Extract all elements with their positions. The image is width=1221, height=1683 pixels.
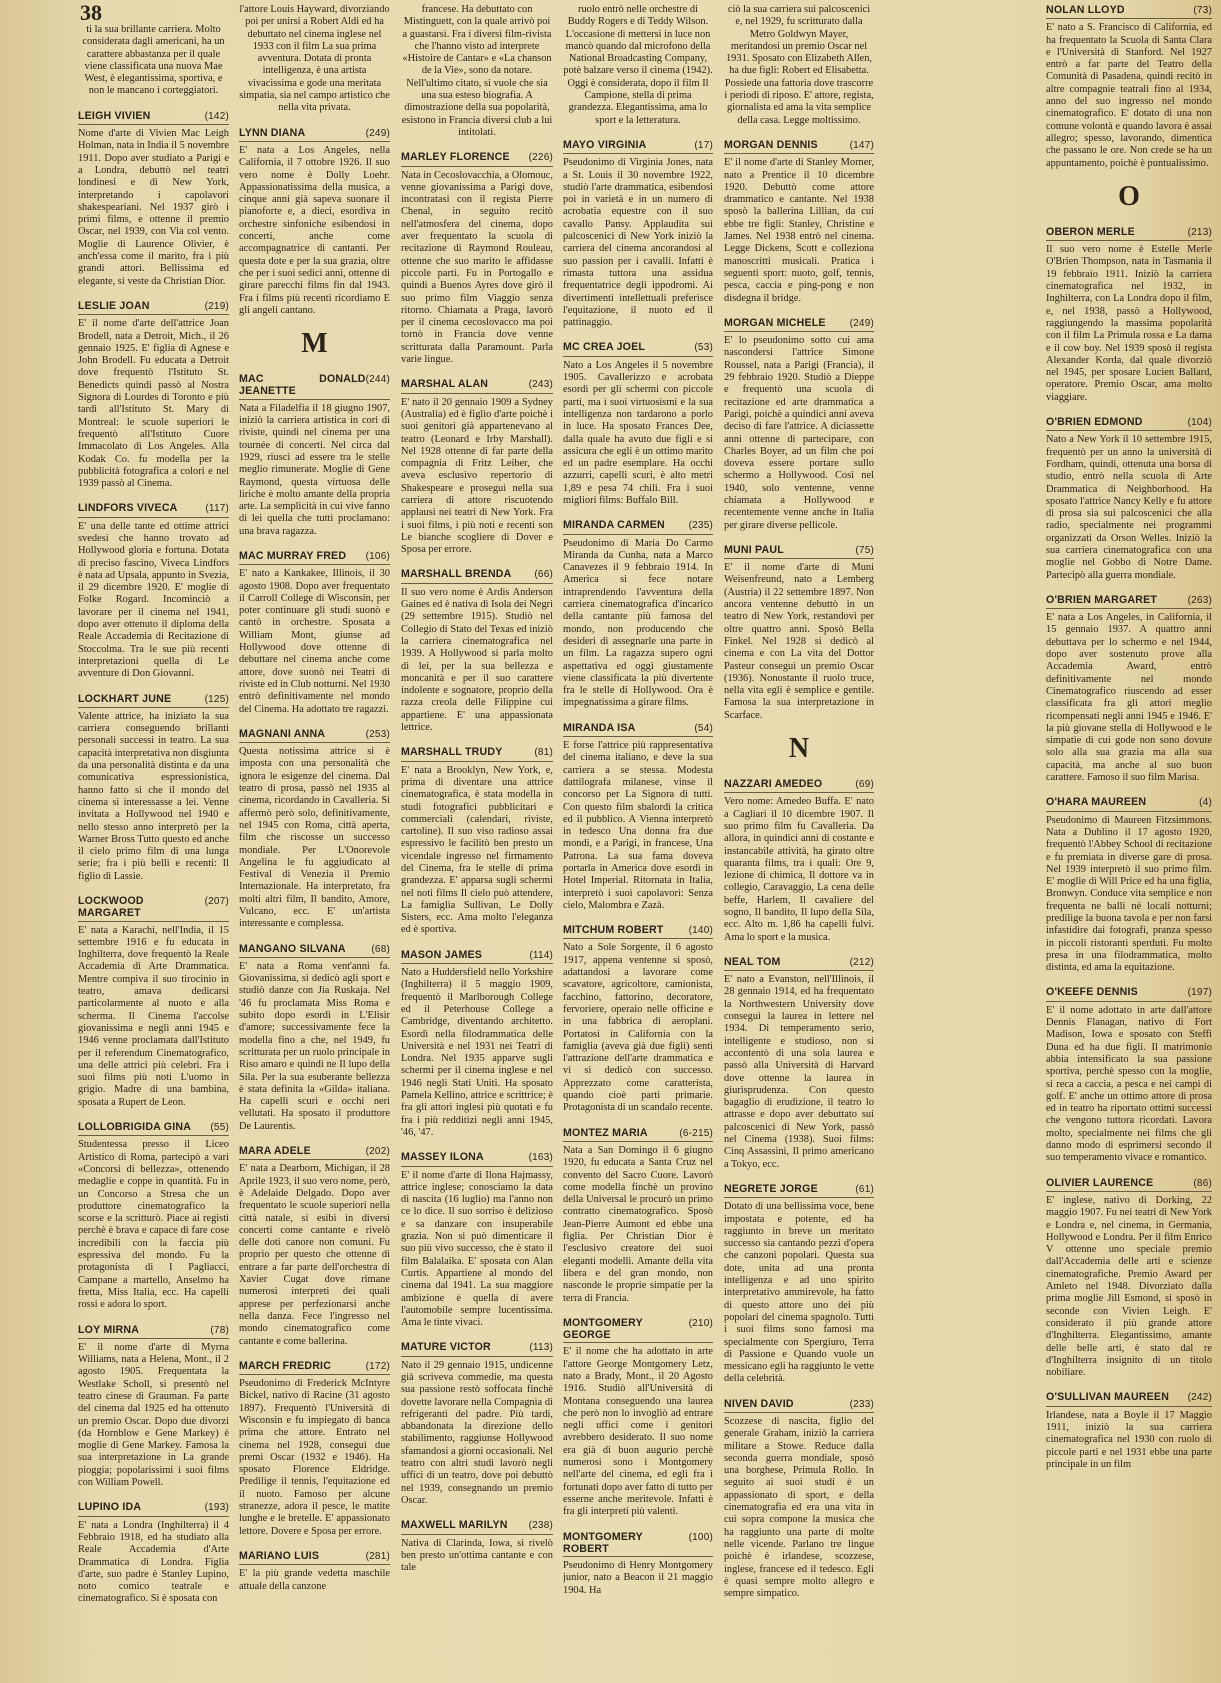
entry-text: Pseudonimo di Henry Montgomery junior, nato a Beacon il 21 maggio 1904. Ha [563, 1560, 713, 1596]
entry-name: MUNI PAUL [724, 543, 784, 556]
entry-neal-tom [724, 956, 874, 1171]
entry-name: O'BRIEN EDMOND [1046, 416, 1143, 429]
entry-name: LEIGH VIVIEN [78, 109, 151, 122]
entry-text: E' il nome d'arte di Myrna Williams, nata a Helena, Mont., il 2 agosto 1905. Frequentata la Westlake Scholl, si presentò nel teatro cinese di Grauman. Fa parte del cinema dal 1925 ed ha ottenuto un premio Oscar. Dopo due divorzi (da Hornblow e Gene Markey) è moglie di Gene Markey. Famosa la sua interpretazione in La grande pioggia; popolarissimi i suoi films con William Powell. [78, 1341, 229, 1489]
entry-mayo-virginia [563, 139, 713, 329]
entry-text: E' nata a Los Angeles, in California, il 15 gennaio 1937. A quattro anni debuttava per lo schermo e nel 1944, dopo aver sostenuto prove alla Accademia Award, entrò definitivamente nel mondo Cinematografico riuscendo ad esser classificata fra gli attori meglio ricompensati negli anni 1945 e 1946. E' la più giovane stella di Hollywood e le simpatie di cui gode non sono dovute solo alla sua grazia ma alla sua capacità, ma anche al suo buon carattere. Famoso il suo film Marisa. [1046, 612, 1212, 784]
continued-text: ciò la sua carriera sui palcoscenici e, nel 1929, fu scritturato dalla Metro Goldwyn Mayer, meritandosi un premio Oscar nel 1931. Sposato con Elizabeth Allen, ha due figli: Robert ed Elisabetta. Possiede una fattoria dove trascorre i periodi di riposo. E' attore, regista, giornalista ed ama la vita semplice della casa. Legge moltissimo. [724, 4, 874, 126]
entry-lindfors-viveca [78, 502, 229, 680]
entry-mara-adele [239, 1145, 390, 1348]
entry-text: Irlandese, nata a Boyle il 17 Maggio 1911, iniziò la sua carriera cinematografica nel 1930 con ruolo di piccole parti e nel 1931 ebbe una parte principale in un film [1046, 1409, 1212, 1470]
column-2 [239, 4, 390, 1680]
entry-okeefe-dennis [1046, 986, 1212, 1164]
section-letter-m: M [301, 328, 328, 360]
entry-text: E' nato a Kankakee, Illinois, il 30 agosto 1908. Dopo aver frequentato il Carroll College di Wisconsin, per poter continuare gli studi suonò e cantò in orchestre. Sposata a William Mont, giunse ad Hollywood dove ottenne di debuttare nel cinema anche come attore, dove suonò nei Teatri di riviste ed in Club notturni. Nel 1930 entrò definitivamente nel mondo del Cinema. Ha adottato tre ragazzi. [239, 568, 390, 715]
entry-name: LYNN DIANA [239, 126, 306, 139]
entry-number: (207) [204, 896, 229, 907]
entry-name: MAXWELL MARILYN [401, 1519, 508, 1532]
page-number: 38 [80, 0, 102, 25]
entry-ohara-maureen [1046, 796, 1212, 974]
column-3 [401, 4, 553, 1680]
entry-name: MIRANDA ISA [563, 721, 636, 734]
entry-montgomery-george [563, 1317, 713, 1519]
entry-oberon-merle [1046, 226, 1212, 404]
entry-number: (140) [688, 925, 713, 937]
entry-name: MARLEY FLORENCE [401, 151, 510, 164]
entry-name: OLIVIER LAURENCE [1046, 1176, 1154, 1189]
entry-text: E' il nome adottato in arte dall'attore Dennis Flanagan, nativo di Fort Madison, Iowa e sposato con Steffi Duna ed ha due figli. Il matrimonio abbia intensificato la sua passione sportiva, perchè spesso con la moglie, si reca a caccia, a pesca e nei campi di golf. E' anche un ottimo attore di prosa ed in teatro ha riportato ottimi successi che vengono tuttora ricordati. Lavora molto, specialmente nei films che gli danno modo di esprimersi secondo il suo temperamento vivace e romantico. [1046, 1004, 1212, 1164]
entry-name: MASSEY ILONA [401, 1151, 484, 1164]
entry-text: Nato a Huddersfield nello Yorkshire (Inghilterra) il 5 maggio 1909, frequentò il Marlborough College ed il Peterhouse College a Cambridge, diventando architetto. Esordì nella filodrammatica delle Università e nel 1931 nei Teatri di Londra. Nel 1935 apparve sugli schermi per il cinema inglese e nel 1946 negli Stati Uniti. Ha sposato Pamela Kellino, attrice e scrittrice; è fra gli attori inglesi più quotati e fu fra i più redditizi negli anni 1945, '46, '47. [401, 967, 553, 1138]
entry-text: E' nata a Dearborn, Michigan, il 28 Aprile 1923, il suo vero nome, però, è Adelaide Delgado. Dopo aver frequentato le scuole superiori nella città natale, si esibì in diversi concerti come cantante e rivelò delle doti canore non comuni. Fu proprio per questo che ottenne di entrare a far parte dell'orchestra di Xavier Cugat dove rimane numerosi interpreti dei quali apprese per perfezionarsi anche nella danza. Fece l'ingresso nel mondo cinematografico come cantante e come ballerina. [239, 1163, 390, 1347]
entry-obrien-edmond [1046, 416, 1212, 582]
entry-mac-donald-jeanette [239, 373, 390, 538]
entry-mature-victor [401, 1341, 553, 1507]
entry-number: (238) [528, 1520, 553, 1532]
entry-marshall-brenda [401, 568, 553, 734]
entry-name: MAC MURRAY FRED [239, 549, 347, 562]
entry-name: LOCKWOOD MARGARET [78, 895, 144, 920]
entry-lynn-diana [239, 127, 390, 317]
entry-name: OBERON MERLE [1046, 225, 1135, 238]
entry-number: (68) [371, 943, 390, 955]
entry-number: (253) [365, 728, 390, 740]
entry-massey-ilona [401, 1151, 553, 1329]
entry-number: (69) [855, 779, 874, 791]
entry-number: (4) [1199, 797, 1212, 809]
entry-obrien-margaret [1046, 594, 1212, 784]
entry-name: MARSHALL BRENDA [401, 568, 512, 581]
entry-number: (193) [204, 1502, 229, 1514]
continued-text: francese. Ha debuttato con Mistinguett, con la quale arrivò poi a guastarsi. Fra i diversi film-rivista che l'hanno visto ad interprete «Histoire de Cantar» e «La chanson de la Vie», sono da notare. Nell'ultimo citato, si vuole che sia una sua esteso biografia. A dimostrazione della sua popolarità, esistono in Francia diversi club a lui intitolati. [401, 4, 553, 138]
entry-text: E' nata a Karachi, nell'India, il 15 settembre 1916 e fu educata in Inghilterra, dove frequentò la Reale Accademia di Arte Drammatica. Mentre compiva il suo tirocinio in teatro, amava dedicarsi particolarmente al nuoto e alla scherma. Il Cinema l'accolse giovanissima e negli anni 1945 e 1946 venne proclamata dall'Istituto per il referendum Cinematografico, una delle attrici più celebri. Fra i suoi films più noti L'uomo in grigio. Madre di una bambina, sposata a Rupert de Leon. [78, 924, 229, 1108]
entry-number: (61) [855, 1183, 874, 1195]
entry-lockwood-margaret [78, 895, 229, 1109]
column-1 [78, 4, 229, 1680]
entry-number: (219) [204, 300, 229, 312]
entry-number: (263) [1187, 594, 1212, 606]
column-6 [1046, 4, 1212, 1680]
entry-number: (73) [1193, 5, 1212, 16]
entry-lollobrigida-gina [78, 1121, 229, 1311]
entry-mariano-luis [239, 1550, 390, 1593]
entry-number: (235) [688, 520, 713, 532]
entry-text: Nato a New York il 10 settembre 1915, frequentò per un anno la università di Fordham, quindi, ottenuta una borsa di studio, entrò nella scuola di Arte Drammatica di Neighborhood. Ha sposato l'attrice Nancy Kelly e fu attore di prosa sia sui palcoscenici che alla radio, specialmente nei programmi organizzati da Orson Welles. Iniziò la sua carriera cinematografica con una moglie nel Gobbo di Notre Dame. Partecipò alla guerra mondiale. [1046, 434, 1212, 581]
section-letter-n: N [788, 733, 810, 765]
entry-number: (125) [204, 693, 229, 705]
entry-name: MARSHALL TRUDY [401, 746, 503, 759]
entry-number: (53) [694, 342, 713, 354]
entry-text: E' nata a Roma vent'anni fa. Giovanissima, si dedicò agli sport e studiò danze con Jia Ruskaja. Nel '46 fu proclamata Miss Roma e subito dopo esordì in L'Elisir d'amore; successivamente fece la modella fino a che, nel 1949, fu scritturata per un ruolo principale in Riso amaro e quindi ne Il lupo della Sila. Per la sua esuberante bellezza è stata definita la «Gilda» italiana. Ha capelli scuri e occhi neri vellutati. Ha sposato il produttore De Laurentis. [239, 960, 390, 1132]
entry-number: (210) [688, 1317, 713, 1329]
entry-number: (202) [365, 1146, 390, 1158]
entry-name: MASON JAMES [401, 948, 483, 961]
entry-text: E' il nome che ha adottato in arte l'attore George Montgomery Letz, nato a Brady, Mont., il 20 Agosto 1916. Studiò all'Università di Montana conseguendo una laurea che però non lo invogliò ad entrare negli uffici come i genitori avrebbero desiderato. Il suo nome era già di buon augurio perchè numerosi sono i Montgomery nell'arte del cinema, ed egli fra i fortunati dopo aver fatto di tutto per esserne anche meritevole. Infatti è fra gli interpreti più valenti. [563, 1346, 713, 1518]
entry-name: MONTGOMERY GEORGE [563, 1316, 643, 1342]
entry-text: Pseudonimo di Maria Do Carmo Miranda da Cunha, nata a Marco Canavezes il 9 febbraio 1914. In America si fece notare intraprendendo l'avventura della carriera cinematografica d'incarico della cantante più famosa del mondo, non producendo che desideri di assegnarle una parte in un film. La ragazza supero ogni aspettativa ed oggi giustamente viene classificata la più divertente fra le stelle di Hollywood. Ora è impegnatissima a girare films. [563, 537, 713, 709]
entry-name: NEAL TOM [724, 955, 781, 968]
entry-name: MONTEZ MARIA [563, 1126, 648, 1139]
entry-name: LOLLOBRIGIDA GINA [78, 1121, 192, 1134]
entry-marshal-alan [401, 378, 553, 556]
entry-mac-murray-fred [239, 550, 390, 716]
entry-name: O'HARA MAUREEN [1046, 796, 1147, 809]
entry-number: (163) [528, 1152, 553, 1164]
entry-text: E' lo pseudonimo sotto cui ama nascondersi l'attrice Simone Roussel, nata a Parigi (Francia), il 29 febbraio 1920. Studiò a Dieppe e frequentò una scuola di recitazione ed arte drammatica a Parigi, poichè a quindici anni aveva deciso di fare l'attrice. A diciassette anni ottenne di partecipare, con Charles Boyer, ad un film che poi doveva essere portare sullo schermo a Hollywood. Così nel 1940, solo ventenne, venne chiamata a Hollywood e recentemente venne anche in Italia per girare diverse pellicole. [724, 335, 874, 531]
entry-text: Nato il 29 gennaio 1915, undicenne già scriveva commedie, ma questa sua passione restò soffocata finchè dovette lavorare nella Compagnia di refrigeranti del padre. Più tardi, abbandonata la direzione dello stabilimento, raggiunse Hollywood sfamandosi a giorni occasionali. Nel teatro con altri studi lavorò negli uffici di un teatro, dove poi debuttò nel 1939, consegnando un premio Oscar. [401, 1359, 553, 1506]
entry-osullivan-maureen [1046, 1391, 1212, 1471]
entry-name: MAGNANI ANNA [239, 727, 326, 740]
entry-number: (243) [528, 379, 553, 391]
entry-name: NOLAN LLOYD [1046, 4, 1125, 16]
entry-number: (281) [365, 1550, 390, 1562]
entry-lupino-ida [78, 1501, 229, 1605]
entry-number: (113) [529, 1342, 553, 1354]
entry-text: Pseudonimo di Maureen Fitzsimmons. Nata a Dublino il 17 agosto 1920, frequentò l'Abbey School di recitazione e fu premiata in diverse gare di prosa. Nel 1939 interpretò il suo primo film. E' moglie di Will Price ed ha una figlia, Bronwyn. Conduce vita semplice e non frequenta ne balli nè locali notturni; predilige la buona tavola e per non farsi infastidire dai fotografi, pranza spesso in piccoli ristoranti sperduti. Fu molto presa in una filodrammatica, molto distinta, ed ama la equitazione. [1046, 814, 1212, 974]
continued-text: l'attore Louis Hayward, divorziando poi per unirsi a Robert Aldi ed ha debuttato nel cinema inglese nel 1933 con il film La sua prima avventura. Dotata di pronta intelligenza, è una artista vivacissima e gode una meritata simpatia, sia nel campo artistico che nella vita privata. [239, 4, 390, 114]
entry-text: E' il nome d'arte dell'attrice Joan Brodell, nata a Detroit, Mich., il 26 gennaio 1925. E' figlia di Agnese e John Brodell. Fu educata a Detroit dove frequentò l'Istituto St. Benedicts quindi passò al Nostra Signora di Lourdes di Toronto e più tardi all'Istituto St. Mary di Montreal: le scuole superiori le frequentò all'Istituto Cuore Immacolato di Los Angeles. Alla Kodak Co. fu modella per la pubblicità fotografica a colori e nel 1939 passò al Cinema. [78, 318, 229, 490]
entry-text: Pseudonimo di Frederick McIntyre Bickel, nativo di Racine (31 agosto 1897). Frequentò l'Università di Wisconsin e fu impiegato di banca prima che attore. Entrato nel cinema nel 1928, conseguì due premi Oscar (1932 e 1946). Ha sposato Florence Eldridge. Predilige il tennis, l'equitazione ed il nuoto. Famoso per alcune stranezze, adora il pesce, le matite lunghe e le bretelle. E' appassionato lettore. Dovere e Sposa per errore. [239, 1378, 390, 1537]
entry-number: (17) [694, 139, 713, 151]
entry-text: E' il nome d'arte di Stanley Morner, nato a Prentice il 10 dicembre 1920. Debuttò come attore drammatico e cantante. Nel 1938 sposò la ballerina Lillian, da cui ebbe tre figli: Stanley, Christine e James. Nel 1938 entrò nel cinema. Legge Dickens, Scott e colleziona manoscritti musicali. Pratica i seguenti sport: nuoto, golf, tennis, pesca, caccia e ping-pong e non disdegna il bridge. [724, 157, 874, 304]
entry-number: (242) [1187, 1392, 1212, 1404]
entry-name: MITCHUM ROBERT [563, 924, 664, 937]
entry-leigh-vivien [78, 110, 229, 288]
entry-text: E' nata a Brooklyn, New York, e, prima di diventare una attrice cinematografica, è stata modella in studi fotografici pubblicitari e commerciali (calendari, riviste, cartoline). Il suo viso radioso assai espressivo le facilitò ben presto un vicendale ingresso nel firmamento del Cinema, fra le stelle di prima grandezza. E' apparsa sugli schermi nel noti films Il cielo può attendere, La famiglia Sullivan, Le Dolly Sisters, ecc. Ama molto l'eleganza ed è sportiva. [401, 764, 553, 936]
entry-text: Nato a Sole Sorgente, il 6 agosto 1917, appena ventenne si sposò, adattandosi a lavorare come scavatore, agricoltore, camionista, facchino, fattorino, decoratore, fervoriere, operaio nelle officine e in una fabbrica di aeroplani. Portatosi in California con la famiglia (aveva già due figli) sentì l'attrazione dell'arte drammatica e vi si dedicò con successo. Apprezzato come caratterista, quando cioè parti primarie. Protagonista di un scandalo recente. [563, 942, 713, 1114]
entry-text: Studentessa presso il Liceo Artistico di Roma, partecipò a vari «Concorsi di bellezza», ottenendo medaglie e coppe in quantità. Fu in un Concorso a Stresa che un produttore cinematografico la scorse e la scritturò. Piace ai registi perchè è brava e capace di fare cose incredibili con la faccia più espressiva del mondo. Fu la protagonista di I Pagliacci, Campane a martello, Anselmo ha fretta, Miss Italia, ecc. Ha capelli rossi e adora lo sport. [78, 1139, 229, 1311]
entry-mc-crea-joel [563, 341, 713, 507]
entry-number: (6-215) [679, 1127, 713, 1139]
entry-number: (142) [204, 110, 229, 122]
entry-number: (104) [1187, 417, 1212, 429]
entry-text: Nome d'arte di Vivien Mac Leigh Holman, nata in India il 5 novembre 1911. Dopo aver studiato a Parigi e a Londra, debuttò nel teatri londinesi e di New York, interpretando i capolavori shakespeariani. Nel 1937 girò i primi films, e ottenne il premio Oscar, nel 1939, con Via col vento. Moglie di Laurence Olivier, è anch'essa come il marito, fra i più grandi attori. Bellissima ed elegante, si veste da Christian Dior. [78, 128, 229, 287]
entry-negrete-jorge [724, 1183, 874, 1386]
continued-text: ti la sua brillante carriera. Molto considerata dagli americani, ha un carattere abbastanza per il quale viene classificata una nuova Mae West, è elegantissima, sportiva, e non le mancano i corteggiatori. [82, 24, 225, 97]
entry-loy-mirna [78, 1324, 229, 1490]
entry-number: (244) [365, 374, 390, 386]
entry-name: LESLIE JOAN [78, 299, 150, 312]
entry-name: MARIANO LUIS [239, 1549, 320, 1562]
entry-muni-paul [724, 544, 874, 722]
entry-number: (147) [849, 139, 874, 151]
column-4 [563, 4, 713, 1680]
entry-number: (226) [528, 152, 553, 164]
entry-number: (55) [210, 1122, 229, 1134]
entry-leslie-joan [78, 300, 229, 490]
entry-marley-florence [401, 151, 553, 366]
entry-name: MAC DONALD JEANETTE [239, 373, 366, 398]
entry-text: E' nata a Los Angeles, nella California, il 7 ottobre 1926. Il suo vero nome è Dolly Loehr. Appassionatissima della musica, a cinque anni già sapeva suonare il pianoforte e, a dieci, esordiva in orchestre sinfoniche esibendosi in concerti, anche come accompagnatrice di cantanti. Per questa dote e per la sua grazia, oltre che per i suoi sedici anni, ottenne di girare parecchi films fin dal 1943. Fra i films più recenti ricordiamo E gli angeli cantano. [239, 144, 390, 316]
entry-name: O'KEEFE DENNIS [1046, 986, 1138, 999]
entry-march-fredric [239, 1360, 390, 1538]
entry-morgan-michele [724, 317, 874, 532]
entry-name: LUPINO IDA [78, 1501, 142, 1514]
entry-text: Valente attrice, ha iniziato la sua carriera conseguendo brillanti personali successi in teatro. La sua capacità interpretativa non disgiunta da una personalità distinta e da una comunicativa espressionistica, hanno fatto sì che il mondo del cinema si interessasse a lei. Venne invitata a Hollywood nel 1940 e nello stesso anno interpretò per la Warner Bross Tutto questo ed anche il cielo primo film di una lunga serie; fra i più belli e recenti: Il figlio di Lassie. [78, 710, 229, 882]
entry-mitchum-robert [563, 924, 713, 1114]
entry-niven-david [724, 1398, 874, 1601]
entry-name: MAYO VIRGINIA [563, 138, 647, 151]
entry-text: E' il nome d'arte di Muni Weisenfreund, nato a Lemberg (Austria) il 22 settembre 1897. Non ancora ventenne debuttò in un teatro di New York, restandovi per oltre quattro anni. Sposò Bella Finkel. Nel 1928 si dedicò al cinema e con La vita del Dottor Pasteur conseguì un premio Oscar (1936). Nonostante il ruolo truce, nella vita egli è semplice e gentile. Famosa la sua interpretazione in Scarface. [724, 562, 874, 721]
entry-number: (66) [534, 569, 553, 581]
entry-number: (78) [210, 1324, 229, 1336]
entry-number: (114) [529, 949, 553, 961]
entry-text: E' nata a Londra (Inghilterra) il 4 Febbraio 1918, ed ha studiato alla Reale Accademia d'Arte Drammatica di Londra. Figlia d'arte, suo padre è Stanley Lupino, noto comico teatrale e cinematografico. Si è sposata con [78, 1519, 229, 1605]
entry-number: (212) [849, 956, 874, 968]
entry-name: NAZZARI AMEDEO [724, 778, 823, 791]
entry-text: Il suo vero nome è Ardis Anderson Gaines ed è nativa di Isola dei Negri (29 settembre 1915). Studiò nel Collegio di Stato del Texas ed iniziò la carriera cinematografica nel 1939. A Hollywood si parla molto di lei, per la sua bellezza e moncanità e per il suo carattere indolente e sognatore, proprio della razza creola delle Filippine cui appartiene. E' una appassionata lettrice. [401, 586, 553, 734]
entry-number: (213) [1187, 226, 1212, 238]
entry-text: E' il nome d'arte di Ilona Hajmassy, attrice inglese; conosciamo la data di nascita (16 luglio) ma l'anno non ce lo dice. Il suo sorriso è delizioso e sa danzare con insuperabile grazia. Non si può dimenticare il suo più vivo successo, che è stato il film Balalaika. E' sposata con Alan Curtis. Appartiene al mondo del cinema dal 1941. La sua maggiore ambizione è quella di avere l'automobile sempre lucentissima. Ama le tinte vivaci. [401, 1169, 553, 1329]
entry-name: O'BRIEN MARGARET [1046, 593, 1158, 606]
entry-text: E forse l'attrice più rappresentativa del cinema italiano, e deve la sua carriera a se stessa. Modesta dattilografa milanese, vinse il concorso per La Signora di tutti. Con questo film sbalordì la critica ed il pubblico. A Vienna interpretò in tedesco Una donna fra due mondi, e a Parigi, in francese, Una Patrona. La sua fama doveva portarla in America dove esordì in Hotel Imperial. Ritornata in Italia, interpretò i suoi capolavori: Senza cielo, Malombra e Zazà. [563, 740, 713, 911]
entry-number: (106) [365, 550, 390, 562]
entry-magnani-anna [239, 728, 390, 931]
entry-number: (172) [365, 1360, 390, 1372]
entry-text: E' nato a S. Francisco di California, ed ha frequentato la Scuola di Santa Clara e l'Università di Stanford. Nel 1927 entrò a far parte del Teatro della Comunità di Pasadena, quindi recitò in altre compagnie teatrali fino al 1934, anno del suo ingresso nel mondo cinematografico. E' dotato di una non comune volontà e quando lavora è assai allegro; spesso, lavorando, dimentica che passano le ore. Non crede se ha un appuntamento, poichè è puntualissimo. [1046, 22, 1212, 169]
entry-name: NEGRETE JORGE [724, 1182, 818, 1195]
entry-name: MARCH FREDRIC [239, 1359, 332, 1372]
column-5 [724, 4, 874, 1680]
entry-number: (81) [534, 747, 553, 759]
entry-marshall-trudy [401, 746, 553, 936]
entry-text: Nata a Filadelfia il 18 giugno 1907, iniziò la carriera artistica in cori di riviste, quindi nel cinema per una tournée di concerti. Nel circa dal 1929, riuscì ad essere tra le stelle meglio rimunerate. Moglie di Gene Raymond, questa virtuosa delle liriche è molto amante della propria arte. La semplicità in cui vive fanno di lei quella che tutti proclamano: una brava ragazza. [239, 402, 390, 537]
entry-text: Nato a Los Angeles il 5 novembre 1905. Cavallerizzo e acrobata esordì per gli schermi con piccole parti, ma i suoi virtuosismi e la sua intelligenza non tardarono a porlo in luce. Ha sposato Frances Dee, dalla quale ha avuto due figli e si assicura che egli è un ottimo marito ed un padre esemplare. Ha occhi azzurri, capelli scuri, è alto metri 1,89 e pesa 74 chili. Fra i suoi migliori films: Buffalo Bill. [563, 359, 713, 506]
entry-olivier-laurence [1046, 1177, 1212, 1380]
entry-name: MIRANDA CARMEN [563, 519, 665, 532]
entry-name: MARSHAL ALAN [401, 378, 489, 391]
entry-text: E' nato a Evanston, nell'Illinois, il 28 gennaio 1914, ed ha frequentato la Northwestern University dove conseguì la laurea in lettere nel 1934. Di temperamento serio, intelligente e studioso, non si accontentò di una sola laurea e passò alla Università di Harvard dove ottenne la laurea in giurisprudenza. Con questo bagaglio di erudizione, il teatro lo attrasse e dopo aver debuttato sui palcoscenici di New York, passò nel Cinema (1938). Suoi films: Cinq Assassini, Il primo americano a Tokyo, ecc. [724, 974, 874, 1170]
entry-montgomery-robert [563, 1531, 713, 1597]
entry-name: LOCKHART JUNE [78, 692, 172, 705]
entry-text: E' la più grande vedetta maschile attuale della canzone [239, 1568, 390, 1592]
entry-text: Dotato di una bellissima voce, bene impostata e potente, ed ha raggiunto in breve un meritato successo sia cantando pezzi d'opera che canzoni popolari. Questa sua dote, unita ad una pronta intelligenza e ad uno spirito interpretativo ammirevole, ha fatto di questo attore uno dei più popolari del cinema spagnolo. Tutti i suoi films sono famosi ma specialmente con Spergiuro, Terra di Passione e Quando vuole un messicano egli ha raggiunto le vette della celebrità. [724, 1201, 874, 1385]
entry-mangano-silvana [239, 943, 390, 1133]
entry-text: Nata a San Domingo il 6 giugno 1920, fu educata a Santa Cruz nel convento del Sacro Cuore. Lavorò come modella finchè un provino della Universal le procurò un primo contratto cinematografico. Sposò Jean-Pierre Aumont ed ebbe una figlia. Per Christian Dior è l'esclusivo creatore dei suoi eleganti modelli. Amante della vita libera e del gran mondo, non nasconde le proprie simpatie per la terra di Francia. [563, 1144, 713, 1304]
entry-text: E' inglese, nativo di Dorking, 22 maggio 1907. Fu nei teatri di New York e Londra e, nel cinema, in Germania, Hollywood e Londra. Per il film Enrico V ottenne uno speciale premio dall'Accademia delle arti e scienze cinematografiche. Premio Award per Amleto nel 1948. Divorziato dalla prima moglie Jill Esmond, si sposò in seconde con Vivien Leigh. E' considerato il più grande attore d'Inghilterra. Elegantissimo, amante delle belle arti, è stato dal re d'Inghilterra insignito di un titolo nobiliare. [1046, 1194, 1212, 1379]
entry-miranda-isa [563, 722, 713, 912]
continued-text: ruolo entrò nelle orchestre di Buddy Rogers e di Teddy Wilson. L'occasione di mettersi in luce non mancò quando dal microfono della National Broadcasting Company, potè balzare verso il cinema (1942). Oggi è considerata, dopo il film Il Campione, stella di prima grandezza. Elegantissima, ama lo sport e la letteratura. [563, 4, 713, 126]
entry-name: MANGANO SILVANA [239, 942, 346, 955]
entry-text: Nata in Cecoslovacchia, a Olomouc, venne giovanissima a Parigi dove, incontratasi con il regista Pierre Chenal, in seguito recitò nell'atmosfera del cinema, dopo aver frequentato la scuola di recitazione di Raymond Rouleau, ottenne che suo marito le affidasse piccole parti. Fu in Portogallo e quindi a Buenos Ayres dove girò il suo primo film Viaggio senza ritorno. Chiamata a Praga, lavorò per il cinema cecoslovacco ma poi tornò in Francia dove venne scritturata dalla Paramount. Parla varie lingue. [401, 169, 553, 366]
entry-lockhart-june [78, 693, 229, 883]
entry-number: (54) [694, 722, 713, 734]
entry-montez-maria [563, 1127, 713, 1305]
entry-text: E' una delle tante ed ottime attrici svedesi che hanno trovato ad Hollywood gloria e fortuna. Dotata di preciso fascino, Viveca Lindfors è nata ad Upsala, appunto in Svezia, il 29 dicembre 1920. E' moglie di Folke Rogard. Incominciò a lavorare per il cinema nel 1941, dopo aver ottenuto il diploma della Reale Accademia di Recitazione di Stoccolma. Tra le sue più recenti interpretazioni quella di Le avventure di Don Giovanni. [78, 520, 229, 680]
entry-name: NIVEN DAVID [724, 1397, 794, 1410]
entry-name: MORGAN DENNIS [724, 138, 818, 151]
entry-number: (100) [688, 1531, 713, 1543]
entry-name: MORGAN MICHELE [724, 316, 826, 329]
entry-name: O'SULLIVAN MAUREEN [1046, 1391, 1170, 1404]
entry-text: Scozzese di nascita, figlio del generale Graham, iniziò la carriera militare a Stowe. Reduce dalla seconda guerra mondiale, sposò una borghese, Primula Rollo. In seguito ai suoi studi è un appassionato di sport, e della cinematografia ed era una vita in cui sopra compone la musica che ha raggiunto una parte di molte nelle vicende. Parlano tre lingue poichè è irlandese, scozzese, inglese, francese ed il tedesco. Egli è quasi sempre molto allegro e sempre simpatico. [724, 1415, 874, 1600]
entry-number: (197) [1187, 987, 1212, 999]
entry-number: (233) [849, 1398, 874, 1410]
entry-number: (75) [855, 544, 874, 556]
entry-name: MC CREA JOEL [563, 341, 646, 354]
entry-name: MARA ADELE [239, 1145, 311, 1158]
entry-number: (117) [205, 503, 229, 515]
entry-text: Pseudonimo di Virginia Jones, nata a St. Louis il 30 novembre 1922, studiò l'arte drammatica, esibendosi poi in varietà e in un numero di acrobatia equestre con il suo cavallo Pansy. Applaudita sui palcoscenici di New York iniziò la carriera del cinema ancorandosi al suo passion per i cavalli. Infatti è rimasta tuttora una assidua frequentatrice degli ippodromi. Ai divertimenti intellettuali preferisce l'equitazione, il nuoto ed il pattinaggio. [563, 157, 713, 329]
entry-name: LINDFORS VIVECA [78, 502, 178, 515]
entry-text: Nativa di Clarinda, Iowa, si rivelò ben presto un'ottima cantante e con tale [401, 1537, 553, 1574]
entry-text: Vero nome: Amedeo Buffa. E' nato a Cagliari il 10 dicembre 1907. Il suo primo film fu Cavalleria. Da allora, in quindici anni di costante e instancabile attività, ha girato oltre quaranta films, tra i quali: Ore 9, lezione di chimica, Il dottore va in collegio, Caravaggio, La cena delle beffe, Harlem, Il cavaliere del sogno, Il bandito, Il lupo della Sila, ecc. Alto m. 1,86 ha capelli fulvi. Ama lo sport e la musica. [724, 796, 874, 943]
entry-number: (86) [1193, 1177, 1212, 1189]
entry-text: Questa notissima attrice si è imposta con una personalità che ignora le esigenze del cinema. Dal teatro di prosa, passò nel 1935 al cinema, ricordando in Cavalleria. Si affermò però solo, definitivamente, nel 1945 con Roma, città aperta, film che riscosse un successo mondiale. Per L'Onorevole Angelina le fu aggiudicato al Festival di Venezia il Premio Internazionale. Ha interpretato, fra molti altri film, Il bandito, Amore, Vulcano, ecc. E' un'artista interessante e complessa. [239, 746, 390, 930]
entry-text: Il suo vero nome è Estelle Merle O'Brien Thompson, nata in Tasmania il 19 febbraio 1911. Iniziò la carriera cinematografica nel 1932, in Inghilterra, con La Londra dopo il film, e, nel 1938, passò a Hollywood, raggiungendo la massima popolarità con il film La Primula rossa e La dama e il cow boy. Nel 1939 sposò il regista Alexander Korda, dal quale divorziò nel 1945, per sposare Lucien Ballard, operatore. Premio Oscar, ama molto viaggiare. [1046, 244, 1212, 403]
entry-morgan-dennis [724, 139, 874, 305]
section-letter-o: O [1118, 180, 1140, 212]
entry-name: LOY MIRNA [78, 1323, 140, 1336]
entry-number: (249) [849, 317, 874, 329]
entry-nazzari-amedeo [724, 778, 874, 944]
entry-number: (249) [365, 127, 390, 139]
entry-miranda-carmen [563, 519, 713, 709]
entry-nolan-lloyd [1046, 4, 1212, 170]
entry-name: MONTGOMERY ROBERT [563, 1530, 643, 1555]
entry-maxwell-marilyn [401, 1519, 553, 1574]
entry-mason-james [401, 949, 553, 1139]
entry-text: E' nato il 20 gennaio 1909 a Sydney (Australia) ed è figlio d'arte poichè i suoi genitori già appartenevano al teatro (Leonard e Irby Marshall). Nel 1928 ottenne di far parte della compagnia di Fritz Leiber, che aveva esclusivo repertorio di Shakespeare e proseguì nella sua carriera di attore riscuotendo applausi nei teatri di New York. Fra i suoi films, i più noti e recenti son Le bianche scogliere di Dover e Sposa per errore. [401, 396, 553, 556]
entry-name: MATURE VICTOR [401, 1341, 491, 1354]
